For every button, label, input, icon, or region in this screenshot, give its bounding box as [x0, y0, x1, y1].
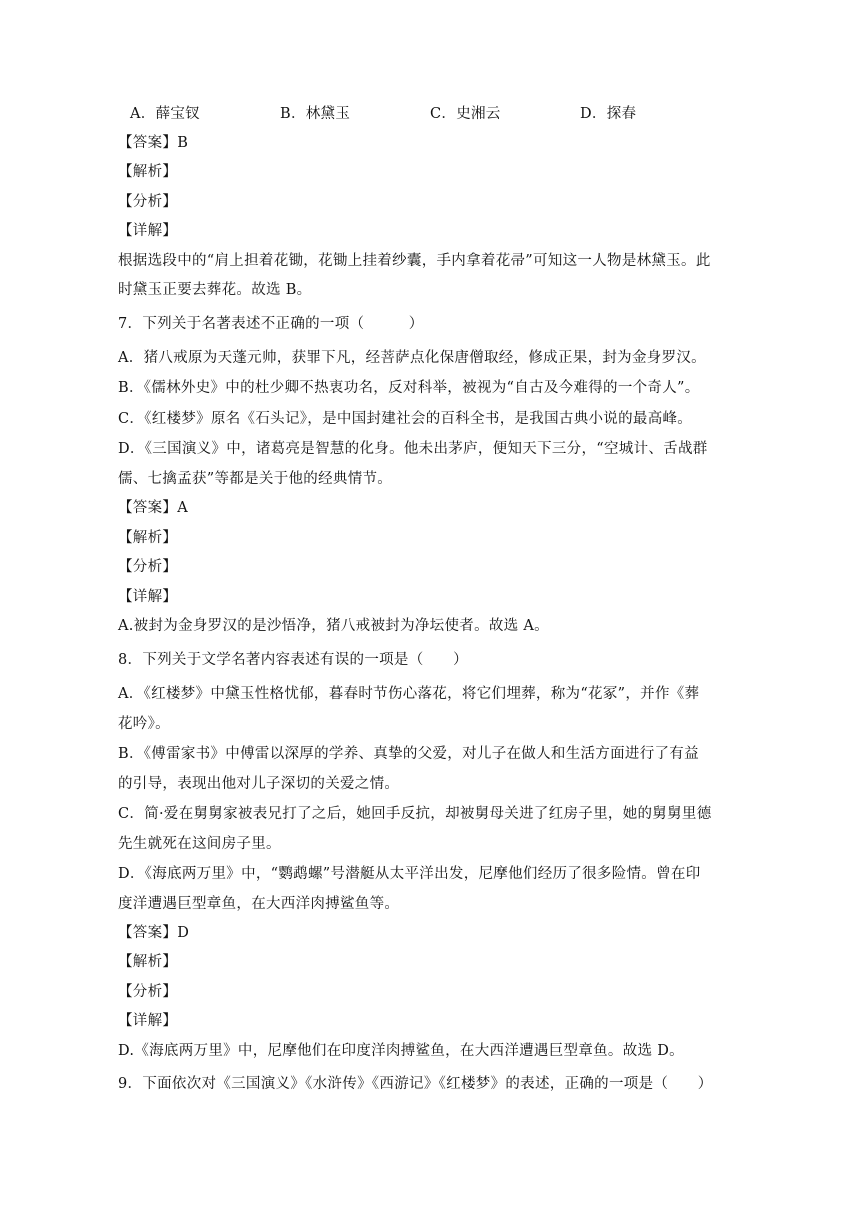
q6-jiexi-heading: 【解析】 — [118, 164, 178, 180]
q9-stem: 9．下面依次对《三国演义》《水浒传》《西游记》《红楼梦》的表述，正确的一项是（ ） — [118, 1076, 713, 1092]
q8-option-b-line-2: 的引导，表现出他对儿子深切的关爱之情。 — [118, 776, 400, 792]
q6-option-c: C．史湘云 — [430, 106, 501, 122]
q8-jiexi-heading: 【解析】 — [118, 954, 178, 970]
q7-option-b: B．《儒林外史》中的杜少卿不热衷功名，反对科举，被视为“自古及今难得的一个奇人”。 — [118, 380, 700, 396]
q7-jiexi-heading: 【解析】 — [118, 530, 178, 546]
q6-detail-line-1: 根据选段中的“肩上担着花锄，花锄上挂着纱囊，手内拿着花帚”可知这一人物是林黛玉。此 — [118, 253, 711, 269]
q8-option-c-line-1: C．简·爱在舅舅家被表兄打了之后，她回手反抗，却被舅母关进了红房子里，她的舅舅里德 — [118, 806, 712, 822]
q6-xiangjie-heading: 【详解】 — [118, 223, 178, 239]
q8-stem: 8．下列关于文学名著内容表述有误的一项是（ ） — [118, 652, 468, 668]
q8-option-d-line-1: D．《海底两万里》中，“鹦鹉螺”号潜艇从太平洋出发，尼摩他们经历了很多险情。曾在印 — [118, 866, 701, 882]
q6-fenxi-heading: 【分析】 — [118, 194, 178, 210]
q8-option-b-line-1: B．《傅雷家书》中傅雷以深厚的学养、真挚的父爱，对儿子在做人和生活方面进行了有益 — [118, 746, 699, 762]
q7-stem: 7．下列关于名著表述不正确的一项（ ） — [118, 316, 424, 332]
q8-xiangjie-heading: 【详解】 — [118, 1013, 178, 1029]
q7-option-d-line-2: 儒、七擒孟获”等都是关于他的经典情节。 — [118, 471, 393, 487]
q8-option-a-line-1: A．《红楼梦》中黛玉性格忧郁，暮春时节伤心落花，将它们埋葬，称为“花冢”，并作《葬 — [118, 686, 700, 702]
q7-detail: A.被封为金身罗汉的是沙悟净，猪八戒被封为净坛使者。故选 A。 — [118, 618, 549, 634]
q7-option-a: A．猪八戒原为天蓬元帅，获罪下凡，经菩萨点化保唐僧取经，修成正果，封为金身罗汉。 — [118, 350, 706, 366]
q6-option-b: B．林黛玉 — [280, 106, 351, 122]
q6-detail-line-2: 时黛玉正要去葬花。故选 B。 — [118, 282, 312, 298]
q7-option-c: C．《红楼梦》原名《石头记》，是中国封建社会的百科全书，是我国古典小说的最高峰。 — [118, 411, 693, 427]
q8-fenxi-heading: 【分析】 — [118, 984, 178, 1000]
q7-fenxi-heading: 【分析】 — [118, 559, 178, 575]
q6-answer: 【答案】B — [118, 135, 189, 151]
q7-answer: 【答案】A — [118, 500, 188, 516]
q8-detail: D.《海底两万里》中，尼摩他们在印度洋肉搏鲨鱼，在大西洋遭遇巨型章鱼。故选 D。 — [118, 1043, 684, 1059]
q8-option-d-line-2: 度洋遭遇巨型章鱼，在大西洋肉搏鲨鱼等。 — [118, 896, 400, 912]
q7-xiangjie-heading: 【详解】 — [118, 589, 178, 605]
q6-option-a: A．薛宝钗 — [130, 106, 200, 122]
q7-option-d-line-1: D．《三国演义》中，诸葛亮是智慧的化身。他未出茅庐，便知天下三分，“空城计、舌战群 — [118, 441, 708, 457]
q6-option-d: D．探春 — [580, 106, 637, 122]
q8-answer: 【答案】D — [118, 925, 190, 941]
q8-option-c-line-2: 先生就死在这间房子里。 — [118, 836, 281, 852]
q8-option-a-line-2: 花吟》。 — [118, 716, 170, 732]
